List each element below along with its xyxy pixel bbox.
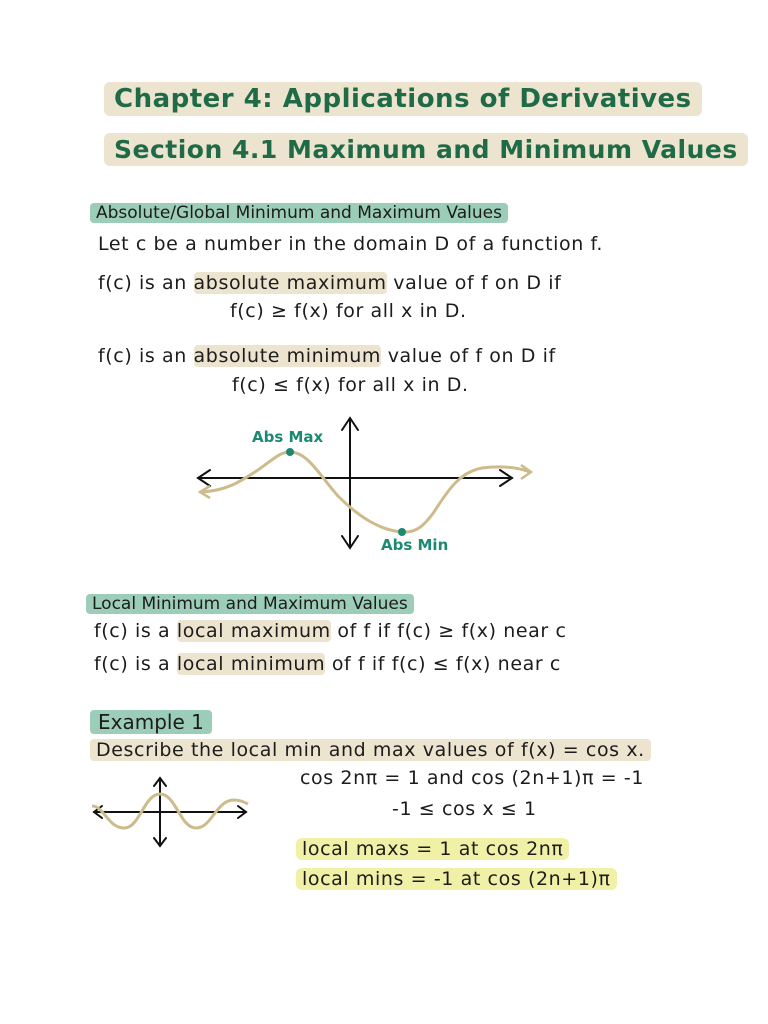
answer-local-max: local maxs = 1 at cos 2nπ [296,838,569,860]
absolute-min-condition: f(c) ≤ f(x) for all x in D. [232,374,469,396]
absolute-min-point [398,528,406,536]
chapter-title: Chapter 4: Applications of Derivatives [104,82,702,116]
absolute-max-definition [98,272,561,294]
absolute-intro: Let c be a number in the domain D of a function f. [98,233,604,255]
absolute-max-point [286,448,294,456]
absolute-max-suffix: value of f on D if [393,272,562,294]
abs-min-label: Abs Min [381,536,449,554]
absolute-min-term: absolute minimum [193,345,382,367]
axes [198,418,512,548]
function-curve [202,452,530,532]
absolute-extrema-graph [180,408,550,568]
absolute-section-heading: Absolute/Global Minimum and Maximum Values [90,203,508,223]
local-max-prefix: f(c) is a [94,620,171,642]
local-min-suffix: of f if f(c) ≤ f(x) near c [331,653,561,675]
absolute-max-prefix: f(c) is an [98,272,187,294]
local-section-heading: Local Minimum and Maximum Values [86,594,414,614]
example-line-2: -1 ≤ cos x ≤ 1 [392,798,537,820]
local-min-prefix: f(c) is a [94,653,171,675]
absolute-max-term: absolute maximum [193,272,387,294]
cosine-axes [94,778,246,846]
example-tag: Example 1 [90,710,212,734]
example-prompt: Describe the local min and max values of f(x) = cos x. [90,739,651,761]
local-min-definition [94,653,561,675]
local-max-definition [94,620,567,642]
local-min-term: local minimum [176,653,326,675]
example-line-1: cos 2nπ = 1 and cos (2n+1)π = -1 [300,767,645,789]
local-max-term: local maximum [176,620,331,642]
absolute-max-condition: f(c) ≥ f(x) for all x in D. [230,300,467,322]
absolute-min-definition [98,345,556,367]
local-max-suffix: of f if f(c) ≥ f(x) near c [337,620,567,642]
answer-local-min: local mins = -1 at cos (2n+1)π [296,868,617,890]
absolute-min-prefix: f(c) is an [98,345,187,367]
absolute-min-suffix: value of f on D if [387,345,556,367]
section-title: Section 4.1 Maximum and Minimum Values [104,133,748,166]
cosine-graph [84,770,256,852]
abs-max-label: Abs Max [252,428,324,446]
